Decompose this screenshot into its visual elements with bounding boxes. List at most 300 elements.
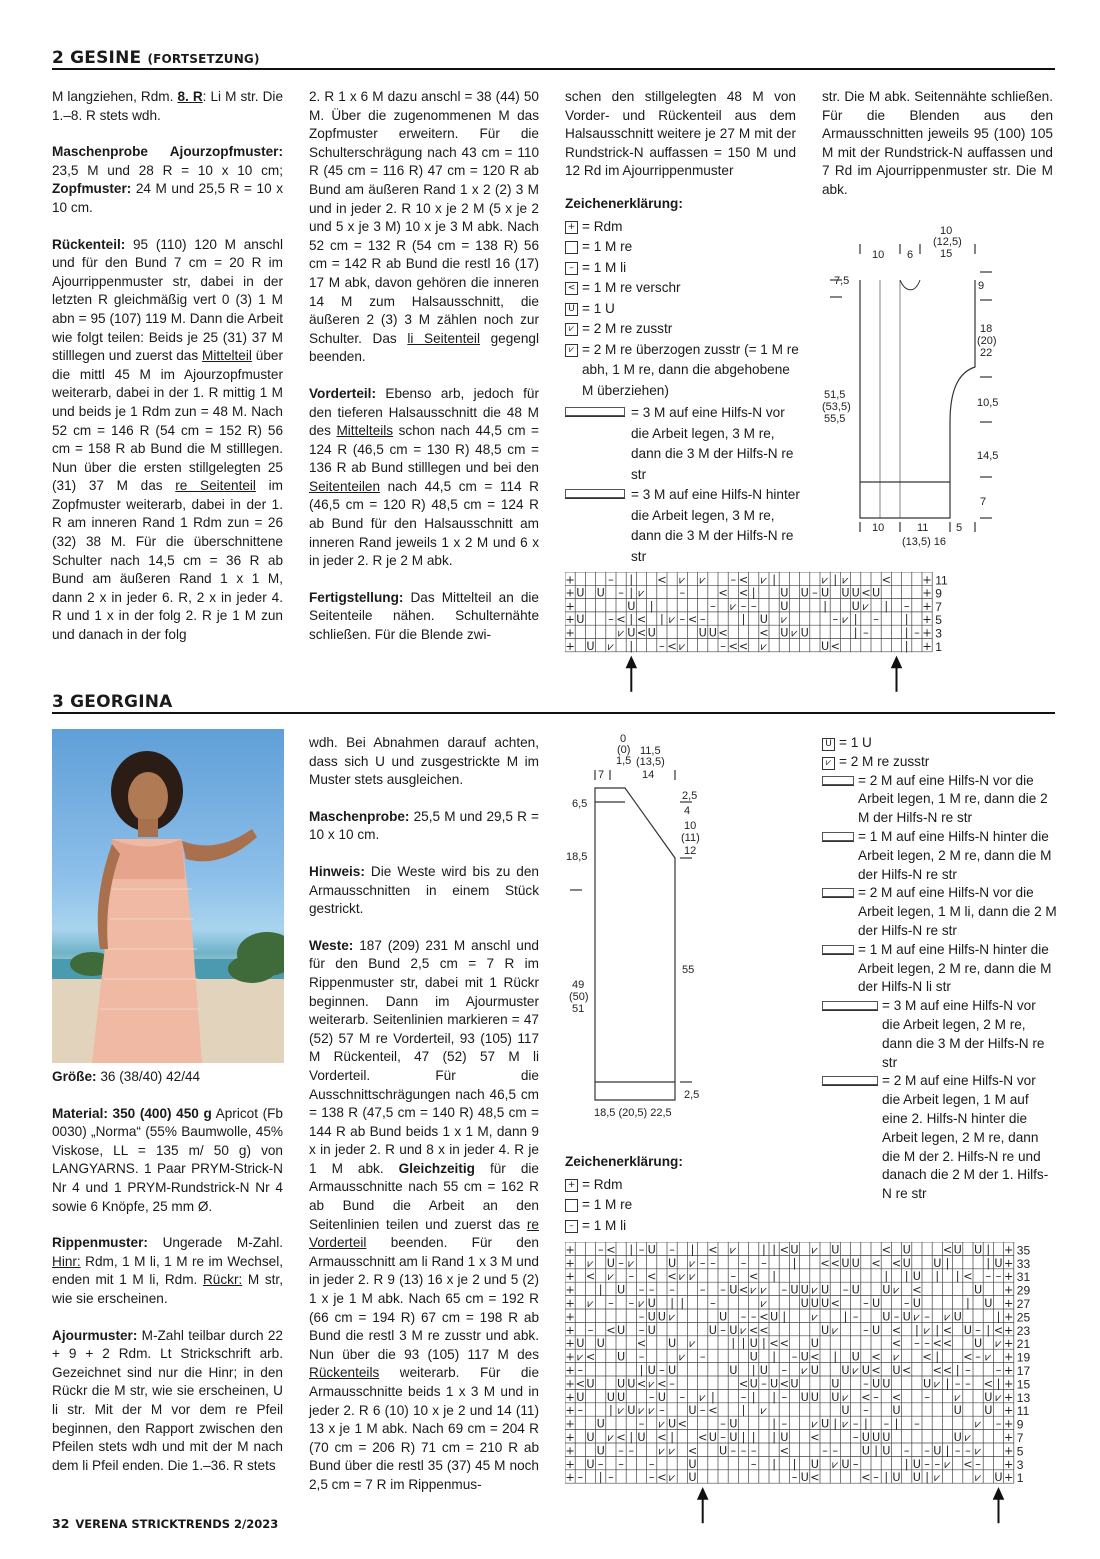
chart-stitch: ⩗ (811, 1283, 819, 1297)
chart-stitch: – (638, 1283, 645, 1297)
chart-stitch: + (1004, 1417, 1014, 1431)
chart-stitch: U (851, 1256, 860, 1270)
chart-stitch: U (912, 1270, 922, 1284)
chart-row-label: 7 (935, 599, 942, 614)
chart-stitch: U (953, 1431, 962, 1444)
chart-stitch: ⩗ (842, 1417, 849, 1431)
chart-stitch: | (680, 1297, 685, 1310)
chart-stitch: U (688, 1471, 697, 1485)
chart-stitch: U (780, 626, 789, 640)
chart-stitch: + (922, 573, 932, 587)
chart-stitch: ⩗ (842, 1390, 849, 1404)
chart-stitch: < (779, 1243, 789, 1257)
chart-stitch: – (995, 1417, 1002, 1431)
chart-stitch: – (852, 1457, 859, 1471)
chart-stitch: – (812, 586, 818, 600)
chart-stitch: ⩗ (985, 1350, 992, 1364)
chart-stitch: + (565, 1243, 575, 1257)
text-column-3: schen den stillgelegten 48 M von Vorder- und Rückenteil aus dem Halsausschnitt weitere je 27 M mit der Rundstrick-N auffassen = 150 M und 12 Rd im Ajourrippenmuster (565, 89, 796, 179)
chart-stitch: | (772, 1417, 776, 1431)
chart-stitch: – (750, 1457, 757, 1471)
chart-row-label: 3 (1016, 1457, 1024, 1472)
chart-stitch: < (942, 1323, 953, 1337)
chart-stitch: ⩗ (811, 1310, 819, 1324)
chart-row-label: 5 (1016, 1444, 1024, 1459)
svg-text:7,5: 7,5 (834, 275, 850, 287)
chart-stitch: | (629, 1431, 634, 1444)
chart-stitch: – (577, 1404, 584, 1418)
chart-stitch: U (810, 1390, 820, 1404)
chart-stitch: | (598, 1471, 603, 1485)
chart-stitch: U (729, 1323, 738, 1337)
chart-stitch: ⩗ (638, 586, 645, 600)
legend-section-2-basic: Zeichenerklärung: + = Rdm = 1 M re – = 1 M li (565, 1152, 795, 1236)
repeat-arrow-icon (626, 657, 636, 692)
chart-stitch: | (955, 1270, 960, 1284)
chart-stitch: – (710, 599, 716, 613)
chart-stitch: ⩗ (811, 1417, 819, 1431)
chart-stitch: U (627, 1404, 636, 1418)
chart-stitch: – (965, 1444, 971, 1458)
chart-stitch: ⩗ (668, 1310, 676, 1324)
chart-stitch: < (585, 1350, 596, 1364)
chart-stitch: – (924, 1457, 930, 1471)
chart-stitch: | (670, 1431, 674, 1444)
chart-stitch: + (565, 1444, 575, 1458)
chart-stitch: – (903, 1444, 910, 1458)
chart-stitch: ⩗ (923, 1323, 931, 1337)
svg-text:2,5: 2,5 (684, 1089, 700, 1101)
chart-stitch: – (699, 1283, 706, 1297)
chart-stitch: ⩗ (628, 1256, 635, 1270)
chart-stitch: ⩗ (648, 1404, 655, 1418)
chart-stitch: – (740, 1310, 747, 1324)
chart-stitch: – (618, 1457, 624, 1471)
chart-stitch: + (1004, 1404, 1014, 1418)
chart-stitch: ⩗ (995, 1390, 1002, 1404)
chart-stitch: ⩗ (974, 1444, 982, 1458)
k2tog-icon: ⩗ (822, 757, 835, 770)
chart-stitch: ⩗ (801, 1364, 808, 1377)
chart-stitch: + (1004, 1390, 1014, 1404)
chart-stitch: ⩗ (607, 1270, 615, 1284)
chart-stitch: – (832, 1444, 839, 1458)
chart-stitch: U (596, 1417, 605, 1431)
chart-stitch: U (933, 1256, 942, 1270)
chart-stitch: – (791, 1471, 798, 1485)
chart-stitch: U (780, 586, 789, 600)
chart-stitch: U (973, 1243, 983, 1257)
chart-stitch: U (627, 1377, 636, 1391)
chart-stitch: – (597, 1457, 604, 1471)
yarn-over-icon: U (565, 303, 578, 316)
chart-stitch: U (616, 1350, 626, 1364)
legend-section-2-cables (822, 734, 1057, 1204)
chart-stitch: – (659, 639, 665, 653)
cable-1-2-back-icon (822, 832, 854, 842)
chart-stitch: < (606, 1243, 616, 1257)
model-photo-illustration (52, 729, 284, 1063)
chart-stitch: U (871, 586, 881, 600)
chart-stitch: – (750, 1444, 757, 1458)
chart-stitch: < (636, 1337, 647, 1351)
chart-stitch: < (738, 573, 749, 587)
chart-stitch: | (792, 1457, 797, 1471)
chart-stitch: U (871, 1431, 881, 1444)
chart-stitch: U (851, 599, 860, 613)
chart-stitch: | (966, 1297, 970, 1310)
chart-stitch: | (935, 1323, 940, 1337)
svg-text:51,5: 51,5 (824, 389, 846, 401)
chart-stitch: | (629, 573, 634, 587)
chart-stitch: | (904, 1270, 909, 1284)
chart-stitch: – (638, 1417, 645, 1431)
legend-item: = 3 M auf eine Hilfs-N hinter die Arbeit legen, 3 M re, dann die 3 M der Hilfs-N re str (565, 485, 800, 567)
cable-1-2-back-purl-icon (822, 945, 854, 955)
chart-stitch: U (953, 1404, 962, 1418)
svg-text:2,5: 2,5 (682, 790, 698, 802)
chart-stitch: U (902, 1243, 911, 1257)
chart-stitch: U (616, 1390, 626, 1404)
chart-stitch: | (945, 1444, 950, 1458)
chart-stitch: | (751, 1364, 756, 1377)
chart-stitch: ⩗ (638, 1297, 645, 1310)
chart-stitch: – (730, 573, 737, 587)
svg-text:9: 9 (978, 280, 985, 292)
chart-stitch: < (636, 626, 647, 640)
chart-stitch: + (1004, 1364, 1014, 1377)
chart-stitch: U (953, 1310, 962, 1324)
chart-stitch: U (576, 586, 585, 600)
chart-stitch: | (772, 1270, 776, 1284)
section-title: 3 GEORGINA (52, 692, 173, 712)
svg-text:6,5: 6,5 (572, 798, 588, 810)
k2tog-icon: ⩗ (565, 323, 578, 336)
chart-stitch: < (657, 1377, 667, 1391)
chart-stitch: – (720, 1417, 726, 1431)
legend-item: ⩗ = 2 M re zusstr (822, 753, 1057, 772)
chart-stitch: – (669, 1283, 675, 1297)
chart-stitch: – (710, 1297, 716, 1310)
chart-stitch: U (820, 1297, 830, 1310)
chart-stitch: | (772, 1431, 776, 1444)
chart-stitch: – (863, 1297, 869, 1310)
chart-stitch: – (679, 1390, 686, 1404)
chart-stitch: + (1004, 1256, 1014, 1270)
legend-item: + = Rdm (565, 217, 800, 238)
chart-row-label: 3 (935, 626, 942, 641)
chart-stitch: < (759, 1310, 769, 1324)
chart-stitch: U (749, 1337, 758, 1351)
section-title: 2 GESINE (FORTSETZUNG) (52, 48, 260, 68)
chart-stitch: U (871, 1297, 881, 1310)
chart-stitch: < (932, 1337, 942, 1351)
chart-stitch: – (832, 613, 839, 627)
svg-text:7: 7 (980, 496, 987, 508)
chart-stitch: < (993, 1323, 1004, 1337)
chart-stitch: U (831, 1243, 840, 1257)
chart-stitch: ⩗ (668, 613, 676, 627)
chart-stitch: < (881, 573, 891, 587)
svg-text:18: 18 (980, 323, 993, 335)
knitting-chart-georgina (565, 1242, 1045, 1527)
chart-stitch: – (699, 1404, 706, 1418)
chart-stitch: U (973, 1337, 983, 1351)
chart-stitch: – (720, 639, 726, 653)
chart-stitch: U (759, 1364, 769, 1377)
chart-stitch: | (731, 1337, 736, 1351)
chart-stitch: < (891, 1337, 902, 1351)
chart-stitch: U (627, 626, 636, 640)
chart-stitch: | (741, 1337, 746, 1351)
chart-stitch: < (922, 1350, 932, 1364)
chart-stitch: + (565, 1283, 575, 1297)
chart-stitch: | (996, 1377, 1001, 1391)
chart-stitch: + (1004, 1270, 1014, 1284)
chart-stitch: ⩗ (934, 1471, 941, 1485)
chart-stitch: U (729, 1283, 738, 1297)
chart-stitch: U (820, 1417, 830, 1431)
chart-stitch: U (586, 1457, 595, 1471)
text-column-1: M langziehen, Rdm. 8. R: Li M str. Die 1.–8. R stets wdh. Maschenprobe Ajourzopfmuster: 23,5 M und 28 R = 10 x 10 cm; Zopfmuster: 24 M und 25,5 R = 10 x 10 cm. Rückenteil: 95 (110) 120 M anschl und für den Bund 7 cm = 20 R im Ajourrippenmuster str, dabei in der letzten R gleichmäßig vert 0 (3) 1 M abn = 95 (107) 119 M. Dann die Arbeit wie folgt teilen: Beids je 25 (31) 37 M stilllegen und zuerst das Mittelteil über die mittl 45 M im Ajourzopfmuster weiterarb, dabei in der 1. R mittig 1 M und beids je 1 Rdm zun = 48 M. Nach 52 cm = 146 R (54 cm = 152 R) 56 cm = 158 R ab Bund die M stilllegen. Nun über die ersten stillgelegten 25 (31) 37 M das re Seitenteil im Zopfmuster weiterarb, dabei in der 1. R am inneren Rand 1 Rdm zun = 26 (32) 38 M. Für die überschnittene Schulter nach 14,5 cm = 36 R ab Bund am äußeren Rand 1 x 1 M, dann 2 x in jeder 6. R, 2 x in jeder 4. R und 1 x in der folg 2. R je 1 M zun und danach in der folg (52, 89, 284, 643)
chart-stitch: U (851, 1350, 860, 1364)
chart-stitch: | (884, 1471, 889, 1485)
chart-stitch: U (810, 1297, 820, 1310)
chart-stitch: U (861, 1444, 871, 1458)
svg-text:10: 10 (872, 522, 885, 534)
chart-stitch: U (922, 1377, 932, 1391)
chart-row-label: 33 (1016, 1256, 1031, 1271)
chart-stitch: + (922, 586, 932, 600)
chart-stitch: | (762, 1243, 766, 1257)
rdm-icon: + (565, 221, 578, 234)
chart-stitch: – (995, 1270, 1002, 1284)
chart-stitch: < (759, 626, 769, 640)
chart-stitch: – (975, 1350, 981, 1364)
chart-row-label: 31 (1016, 1270, 1031, 1285)
chart-stitch: | (751, 1390, 756, 1404)
chart-stitch: – (669, 1243, 675, 1257)
svg-text:51: 51 (572, 1003, 585, 1015)
chart-stitch: < (902, 1364, 912, 1377)
chart-stitch: U (810, 1457, 820, 1471)
chart-stitch: < (861, 586, 871, 600)
chart-stitch: | (629, 639, 634, 653)
chart-stitch: | (884, 599, 889, 613)
chart-stitch: U (882, 1431, 891, 1444)
chart-stitch: U (984, 1390, 993, 1404)
chart-stitch: U (973, 1283, 983, 1297)
chart-stitch: – (710, 1256, 716, 1270)
chart-stitch: – (852, 1431, 859, 1444)
chart-stitch: + (1004, 1431, 1014, 1444)
chart-stitch: ⩗ (760, 639, 768, 653)
chart-stitch: ⩗ (760, 1297, 768, 1310)
chart-stitch: | (904, 613, 909, 627)
chart-stitch: – (903, 1297, 910, 1310)
chart-stitch: | (751, 586, 756, 600)
svg-text:10: 10 (940, 225, 953, 237)
skpo-icon: ⩗ (565, 344, 578, 357)
chart-stitch: < (871, 1350, 881, 1364)
chart-stitch: < (749, 1270, 759, 1284)
chart-stitch: + (565, 1471, 575, 1485)
chart-stitch: < (871, 1364, 881, 1377)
chart-stitch: | (629, 1243, 634, 1257)
page-number: 32 (52, 1516, 70, 1531)
yarn-over-icon: U (822, 738, 835, 751)
chart-stitch: ⩗ (607, 1431, 615, 1444)
chart-stitch: ⩗ (689, 1270, 696, 1284)
chart-stitch: – (628, 1270, 635, 1284)
purl-icon: – (565, 1220, 578, 1233)
chart-row-label: 35 (1016, 1243, 1031, 1258)
chart-stitch: U (882, 1444, 891, 1458)
chart-stitch: – (781, 1364, 788, 1377)
chart-stitch: ⩗ (791, 626, 798, 640)
legend-item: = 2 M auf eine Hilfs-N vor die Arbeit legen, 1 M auf eine 2. Hilfs-N hinter die Arbeit legen, 2 M re, dann die M der 2. Hilfs-N re und danach die 2 M der 1. Hilfs-N re str (822, 1072, 1057, 1204)
chart-stitch: < (677, 1417, 687, 1431)
chart-stitch: | (772, 1350, 776, 1364)
chart-stitch: U (851, 1283, 860, 1297)
chart-row-label: 13 (1016, 1390, 1031, 1405)
chart-stitch: – (873, 1390, 879, 1404)
chart-stitch: + (565, 1377, 575, 1391)
chart-stitch: – (740, 1256, 747, 1270)
legend-item: = 2 M auf eine Hilfs-N vor die Arbeit legen, 1 M li, dann die 2 M der Hilfs-N re str (822, 884, 1057, 940)
chart-stitch: U (871, 1323, 881, 1337)
chart-stitch: < (636, 613, 647, 627)
chart-stitch: + (1004, 1283, 1014, 1297)
chart-stitch: – (638, 1350, 645, 1364)
chart-row-label: 9 (1016, 1417, 1024, 1432)
chart-stitch: < (881, 1243, 891, 1257)
legend-item: = 2 M auf eine Hilfs-N vor die Arbeit legen, 1 M re, dann die 2 M der Hilfs-N re str (822, 772, 1057, 828)
chart-stitch: – (965, 1377, 971, 1391)
chart-stitch: – (761, 1377, 767, 1391)
chart-stitch: – (863, 1404, 869, 1418)
legend-item: = 3 M auf eine Hilfs-N vor die Arbeit legen, 3 M re, dann die 3 M der Hilfs-N re str (565, 403, 800, 485)
svg-text:(53,5): (53,5) (822, 401, 851, 413)
chart-row-label: 27 (1016, 1297, 1031, 1311)
chart-stitch: | (823, 599, 827, 613)
chart-stitch: + (1004, 1337, 1014, 1351)
chart-stitch: < (718, 626, 728, 640)
chart-stitch: + (565, 1390, 575, 1404)
chart-stitch: U (718, 1444, 728, 1458)
chart-stitch: – (730, 1444, 737, 1458)
text-column-2: 2. R 1 x 6 M dazu anschl = 38 (44) 50 M. Über die zugenommenen M das Zopfmuster erweitern. Für die Schulterschrägung nach 43 cm = 110 R (45 cm = 116 R) 47 cm = 120 R ab Bund am äußeren Rand 1 x 2 (2) 3 M und in jeder 2. R 10 x je 2 M (5 x je 2 und 5 x je 3 M) 10 x je 3 M abk. Nach 52 cm = 132 R (54 cm = 138 R) 56 cm = 142 R ab Bund die restl 16 (17) 17 M abk, davon gehören die inneren 14 M zum Halsausschnitt, die äußeren 2 (3) 3 M zählen noch zur Schulter. Das li Seitenteil gegengl beenden. Vorderteil: Ebenso arb, jedoch für den tieferen Halsausschnitt die 48 M des Mittelteils schon nach 44,5 cm = 124 R (46,5 cm = 130 R) 48,5 cm = 136 R ab Bund stilllegen und bei den Seitenteilen nach 44,5 cm = 114 R (46,5 cm = 120 R) 48,5 cm = 124 R ab Bund für den Halsausschnitt am inneren Rand jeweils 1 x 2 M und 6 x in jeder 2. R je 2 M abk. Fertigstellung: Das Mittelteil an die Seitenteile nähen. Schulternähte schließen. Für die Blende zwi- (309, 89, 539, 643)
knit-icon (565, 1199, 578, 1212)
chart-stitch: – (648, 1457, 655, 1471)
chart-stitch: + (565, 1337, 575, 1351)
chart-row-label: 23 (1016, 1323, 1031, 1338)
chart-stitch: U (820, 1283, 830, 1297)
chart-stitch: U (994, 1256, 1003, 1270)
chart-stitch: + (1004, 1350, 1014, 1364)
chart-stitch: + (565, 1323, 575, 1337)
chart-stitch: U (729, 1364, 738, 1377)
chart-stitch: < (861, 1390, 871, 1404)
chart-stitch: U (586, 1377, 595, 1391)
chart-stitch: < (728, 639, 738, 653)
chart-stitch: – (740, 599, 747, 613)
chart-stitch: U (800, 626, 809, 640)
chart-stitch: < (575, 1377, 585, 1391)
chart-stitch: | (772, 573, 776, 587)
chart-stitch: U (902, 1310, 911, 1324)
chart-stitch: < (708, 1243, 718, 1257)
chart-row-label: 15 (1016, 1377, 1031, 1392)
chart-stitch: < (738, 639, 749, 653)
chart-stitch: + (565, 1404, 575, 1418)
svg-text:5: 5 (956, 522, 963, 534)
chart-stitch: – (781, 1390, 788, 1404)
chart-stitch: ⩗ (811, 1243, 819, 1257)
chart-stitch: ⩗ (617, 1404, 625, 1418)
chart-stitch: < (687, 1444, 698, 1458)
chart-stitch: – (648, 1390, 655, 1404)
chart-stitch: U (616, 1323, 626, 1337)
chart-stitch: U (841, 1457, 850, 1471)
chart-stitch: ⩗ (760, 1404, 768, 1418)
chart-stitch: + (1004, 1297, 1014, 1310)
chart-stitch: ⩗ (913, 1310, 921, 1324)
chart-stitch: < (657, 573, 667, 587)
chart-stitch: U (810, 1364, 820, 1377)
chart-stitch: | (782, 1310, 787, 1324)
chart-stitch: – (914, 1417, 920, 1431)
chart-stitch: – (699, 1350, 706, 1364)
chart-stitch: ⩗ (607, 639, 615, 653)
chart-stitch: – (842, 1283, 849, 1297)
chart-stitch: – (924, 1337, 930, 1351)
chart-row-label: 25 (1016, 1310, 1031, 1325)
svg-text:(13,5): (13,5) (636, 756, 665, 768)
chart-stitch: ⩗ (699, 573, 706, 587)
chart-stitch: U (596, 586, 605, 600)
chart-stitch: ⩗ (679, 1350, 686, 1364)
chart-stitch: U (688, 1457, 697, 1471)
chart-stitch: U (759, 613, 769, 627)
chart-row-label: 5 (935, 613, 942, 628)
svg-text:(12,5): (12,5) (933, 236, 962, 248)
svg-text:18,5 (20,5) 22,5: 18,5 (20,5) 22,5 (594, 1107, 672, 1119)
chart-stitch: U (882, 1377, 891, 1391)
text-column-4: str. Die M abk. Seitennähte schließen. Für die Blenden aus den Armausschnitten jeweils 95 (100) 105 M mit der Rundstrick-N auffassen und 7 Rd im Ajourrippenmuster str. Die M abk. (822, 89, 1053, 197)
chart-stitch: < (738, 1283, 749, 1297)
chart-stitch: | (986, 1243, 991, 1257)
chart-stitch: | (772, 1457, 776, 1471)
chart-stitch: ⩗ (964, 1431, 972, 1444)
chart-stitch: U (637, 1431, 646, 1444)
chart-stitch: – (608, 1471, 614, 1485)
chart-stitch: – (791, 1350, 798, 1364)
chart-stitch: | (833, 1350, 838, 1364)
chart-stitch: < (718, 586, 728, 600)
chart-stitch: U (790, 1377, 799, 1391)
chart-stitch: U (708, 1323, 718, 1337)
svg-text:10: 10 (684, 820, 697, 832)
legend-item: – = 1 M li (565, 1216, 795, 1237)
svg-text:55: 55 (682, 964, 695, 976)
chart-stitch: ⩗ (617, 626, 625, 640)
chart-stitch: – (699, 613, 706, 627)
chart-stitch: ⩗ (699, 1390, 706, 1404)
chart-stitch: + (565, 1417, 575, 1431)
text-column-6: wdh. Bei Abnahmen darauf achten, dass sich U und zusgestrickte M im Muster stets ausgleichen. Maschenprobe: 25,5 M und 29,5 R = 10 x 10 cm. Hinweis: Die Weste wird bis zu den Armausschnitten in einem Stück gestrickt. Weste: 187 (209) 231 M anschl und für den Bund 2,5 cm = 7 R im Rippenmuster str, dabei mit 1 Rückr beginnen. Dann im Ajourmuster weiterarb. Seitenlinien markieren = 47 (52) 57 M re Vorderteil, 93 (105) 117 M Rückenteil, 47 (52) 57 M li Vorderteil. Für die Ausschnittschrägungen nach 46,5 cm = 138 R (47,5 cm = 140 R) 48,5 cm = 144 R ab Bund beids 1 x 1 M, dann 9 x in jeder 2. R und 8 x in jeder 4. R je 1 M abk. Gleichzeitig für die Armausschnitte nach 55 cm = 162 R ab Bund die Arbeit an den Seitenlinien teilen und zuerst das re Vorderteil beenden. Für den Armausschnitt am li Rand 1 x 3 M und in jeder 2. R 9 (13) 16 x je 2 und 5 (2) 1 x je 1 M abk. Nach 65 cm = 192 R (66 cm = 194 R) 67 cm = 198 R ab Bund die restl 3 M re zusstr und abk. Nun über die 93 (105) 117 M des Rückenteils weiterarb. Für die Armausschnitte beids 1 x 3 M und in jeder 2. R 6 (10) 10 x je 2 und 14 (11) 13 x je 1 M abk. Nach 69 cm = 204 R (70 cm = 206 R) 71 cm = 210 R ab Bund über die restl 35 (37) 45 M noch 2,5 cm = 7 R im Rippenmus- (309, 735, 539, 1492)
chart-stitch: < (616, 1431, 626, 1444)
